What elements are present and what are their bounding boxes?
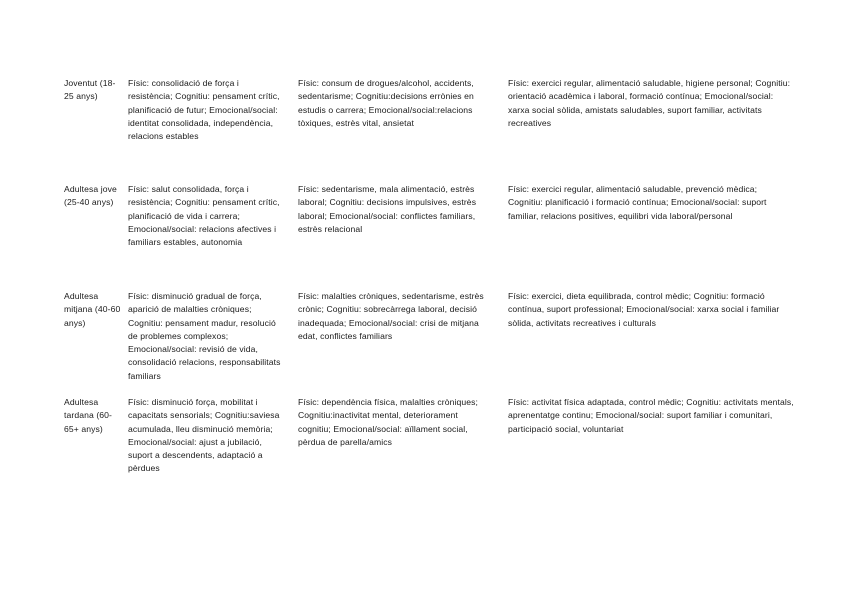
- stage-cell: Adultesa jove (25-40 anys): [64, 184, 117, 208]
- stage-cell: Adultesa tardana (60-65+ anys): [64, 397, 113, 434]
- development-cell: Físic: salut consolidada, força i resistència; Cognitiu: pensament crític, planificació de vida i carrera; Emocional/social: relacions afectives i familiars estables, autonomia: [128, 184, 280, 248]
- stage-cell: Joventut (18-25 anys): [64, 78, 116, 102]
- risks-cell: Físic: malalties cròniques, sedentarisme, estrès crònic; Cognitiu: sobrecàrrega laboral, decisió inadequada; Emocional/social: crisi de mitjana edat, conflictes familiars: [298, 291, 484, 341]
- protective-cell: Físic: activitat física adaptada, control mèdic; Cognitiu: activitats mentals, aprenentatge continu; Emocional/social: suport familiar i comunitari, participació social, voluntariat: [508, 397, 794, 434]
- protective-cell: Físic: exercici regular, alimentació saludable, prevenció mèdica; Cognitiu: planificació i formació contínua; Emocional/social: suport familiar, relacions positives, equilibri vida laboral/personal: [508, 184, 767, 221]
- development-cell: Físic: consolidació de força i resistència; Cognitiu: pensament crític, planificació de futur; Emocional/social: identitat consolidada, independència, relacions estables: [128, 78, 280, 142]
- protective-cell: Físic: exercici, dieta equilibrada, control mèdic; Cognitiu: formació contínua, suport professional; Emocional/social: xarxa social i familiar sòlida, activitats recreatives i culturals: [508, 291, 780, 328]
- protective-cell: Físic: exercici regular, alimentació saludable, higiene personal; Cognitiu: orientació acadèmica i laboral, formació contínua; Emocional/social: xarxa social sòlida, amistats saludables, suport familiar, activitats recreatives: [508, 78, 791, 128]
- risks-cell: Físic: dependència física, malalties cròniques; Cognitiu:inactivitat mental, deteriorament cognitiu; Emocional/social: aïllament social, pèrdua de parella/amics: [298, 397, 479, 447]
- risks-cell: Físic: sedentarisme, mala alimentació, estrès laboral; Cognitiu: decisions impulsives, estrès laboral; Emocional/social: conflictes familiars, estrès relacional: [298, 184, 477, 234]
- risks-cell: Físic: consum de drogues/alcohol, accidents, sedentarisme; Cognitiu:decisions errònies en estudis o carrera; Emocional/social:relacions tòxiques, estrès vital, ansietat: [298, 78, 474, 128]
- development-cell: Físic: disminució gradual de força, aparició de malalties cròniques; Cognitiu: pensament madur, resolució de problemes complexos; Emocional/social: revisió de vida, consolidació relacions, responsabilitats familiars: [128, 291, 281, 381]
- stage-cell: Adultesa mitjana (40-60 anys): [64, 291, 121, 328]
- development-cell: Físic: disminució força, mobilitat i capacitats sensorials; Cognitiu:saviesa acumulada, lleu disminució memòria; Emocional/social: ajust a jubilació, suport a descendents, adaptació a pèrdues: [128, 397, 280, 474]
